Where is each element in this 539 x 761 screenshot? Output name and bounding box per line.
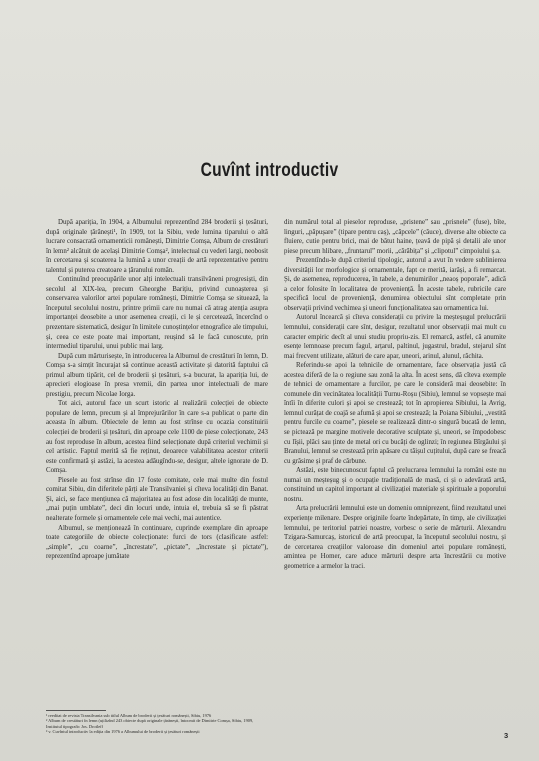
paragraph: După cum mărturisește, în introducerea la Albumul de crestături în lemn, D. Comșa s-a simțit încurajat să continue această activitate și datorită faptului că primul album tipărit, cel de broderii și țesături, s-a bucurat, la apariția lui, de aprecieri elogioase în presa vremii, din partea unor intelectuali de mare prestigiu, precum Nicolae Iorga. [46, 352, 268, 398]
paragraph: Astăzi, este binecunoscut faptul că prelucrarea lemnului la români este nu numai un meșteșug și o ocupație tradițională de masă, ci și o adevărată artă, constituind un capitol important al civilizației materiale și spirituale a poporului nostru. [284, 467, 506, 503]
footnote: ² Album de crestături în lemn (uțilizînd 243 obiecte după originale țărănești, întocmit de Dimitrie Comșa, Sibiu, 1909, Institutul tipografic Jos. Drotleff [46, 718, 254, 729]
left-column [46, 218, 268, 562]
page-title: Cuvînt introductiv [200, 160, 339, 181]
paragraph: Prezentîndu-le după criteriul tipologic, autorul a avut în vedere sublinierea diversității lor morfologice și ornamentale, fapt ce merită, iarăși, a fi remarcat. Și, de asemenea, reproducerea, în tabele, a denumirilor „neaoș poporale”, adică a celor folosite în localitatea de proveniență. În aceste tabele, rubricile care specifică locul de proveniență, denumirea obiectului sînt completate prin observații privind vechimea și uneori funcționalitatea sau ornamentica lui. [284, 257, 506, 312]
paragraph: din numărul total al pieselor reproduse, „pristene” sau „prisnele” (fuse), bîte, linguri, „păpușare” (tipare pentru caș), „căpcele” (căuce), diverse alte obiecte ca fluiere, cutie pentru brici, mai de bătut haine, țeavă de pipă și detalii ale unor piese precum hlibare, „fruntarul” morii, „cărăbița” și „clipotul” cimpoiului ș.a. [284, 219, 506, 255]
right-column [284, 218, 506, 571]
footnote-rule [46, 710, 106, 711]
paragraph: Continuînd preocupările unor alți intelectuali transilvăneni progresiști, din secolul al XIX-lea, precum Gheorghe Barițiu, privind cunoașterea și conservarea valorilor artei populare românești, Dimitrie Comșa se situează, la începutul secolului nostru, printre primii care nu numai că atrag atenția asupra importanței deosebite a unor asemenea creații, ci le și cercetează, încercînd o prezentare sistematică, desigur în limitele cunoștințelor etnografice ale timpului, și, ceea ce este poate mai important, reușind să le facă cunoscute, prin intermediul tiparului, unui public mai larg. [46, 276, 268, 351]
paragraph: Piesele au fost strînse din 17 foste comitate, cele mai multe din fostul comitat Sibiu, din diferitele părți ale Transilvaniei și cîteva localități din Banat. Și, aici, se face mențiunea că majoritatea au fost adose din localități de munte, „mai puțin umblate”, deci din locuri unde, intuia el, trebuia să se fi păstrat nealterate formele și ornamentele cele mai vechi, mai autentice. [46, 476, 268, 522]
paragraph: Autorul încearcă și cîteva considerații cu privire la meșteșugul prelucrării lemnului, considerații care sînt, desigur, rezultatul unor observații mai mult cu caracter empiric decît al unui studiu propriu-zis. El remarcă, astfel, că anumite esențe lemnoase precum fagul, arțarul, paltinul, jugastrul, bradul, stejarul sînt mai frecvent utilizate, alături de care apar, uneori, arinul, alunul, răchita. [284, 314, 506, 360]
paragraph: Albumul, se menționează în continuare, cuprinde exemplare din aproape toate categoriile de obiecte colecționate: furci de tors (clasificate astfel: „simple”, „cu coarne”, „încrestate”, „pictate”, „încrestate și pictate”), reprezentînd aproape jumătate [46, 524, 268, 561]
paragraph: Arta prelucrării lemnului este un domeniu omniprezent, fiind rezultatul unei experiențe milenare. Despre originile foarte îndepărtate, în timp, ale civilizației lemnului, pe teritoriul patriei noastre, vorbesc o serie de mărturii. Alexandru Tzigara-Samurcaș, istoricul de artă preocupat, la începutul secolului nostru, și de cercetarea creațiilor valoroase din domeniul artei populare românești, amintea pe Homer, care aduce mărturii despre arta încrestării cu motive geometrice a armelor la traci. [284, 505, 506, 570]
footnotes [46, 710, 268, 735]
paragraph: Tot aici, autorul face un scurt istoric al realizării colecției de obiecte populare de lemn, precum și al împrejurărilor în care s-a publicat o parte din aceasta în album. Obiectele de lemn au fost strînse cu ocazia constituirii colecției de broderii și țesături, din aproape cele 1100 de piese colecționate, 243 au fost reproduse în album, acestea fiind selecționate după criteriul vechimii și cel artistic. Faptul merită să fie reținut, deoarece valabilitatea acestor criterii este confirmată și astăzi, la acestea adăugîndu-se, desigur, altele ignorate de D. Comșa. [46, 400, 268, 475]
paragraph: Referindu-se apoi la tehnicile de ornamentare, face observația justă că acestea diferă de la o regiune sau zonă la alta. În acest sens, dă cîteva exemple de tehnici de ornamentare a furcilor, pe care le consideră mai deosebite: în comunele din vecinătatea localității Turnu-Roșu (Sibiu), lemnul se vopsește mai întîi în diferite culori și apoi se crestează; tot în apropierea Sibiului, la Avrig, lemnul curățat de coajă se afumă și apoi se crestează; la Poiana Sibiului, „vestită pentru furcile cu coarne”, piesele se realizează dintr-o singură bucată de lemn, se pictează pe margine motivele decorative sculptate și, uneori, se împodobesc cu lîșii, plăci sau ținte de metal ori cu bucăți de oglinzi; în regiunea Bîrgăului și Branului, lemnul se crestează prin apăsare cu tăișul cuțitului, după care se freacă cu grăsime și praf de cărbune. [284, 362, 506, 465]
page-number: 3 [504, 731, 509, 740]
footnote: ³ v. Cuvîntul introductiv la ediția din 1976 a Albumului de broderii și țesături românești [46, 729, 200, 735]
footnote: ¹ reeditat de revista Transilvania sub titlul Album de broderii și țesături românești, Sibiu, 1976 [46, 713, 212, 718]
paragraph: După apariția, în 1904, a Albumului reprezentînd 284 broderii și țesături, după originale țărănești¹, în 1909, tot la Sibiu, vede lumina tiparului o altă lucrare consacrată ornamenticii românești, Dimitrie Comșa, Album de crestături în lemn² alcătuit de același Dimitrie Comșa², intelectual cu vederi largi, neobosit în cercetarea și scoaterea la lumină a unor creații de artă reprezentative pentru talentul și puterea creatoare a țăranului român. [46, 219, 268, 274]
